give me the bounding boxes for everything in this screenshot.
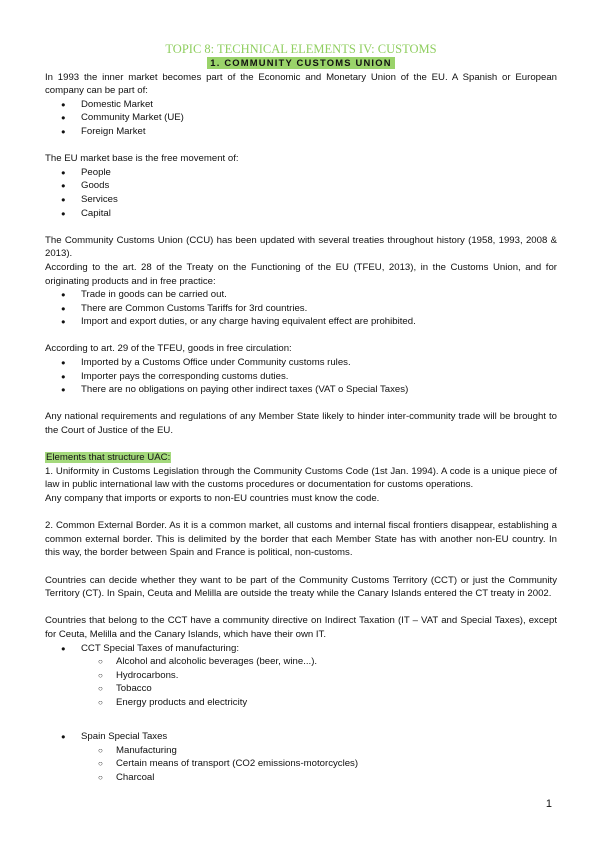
cct-paragraph: Countries that belong to the CCT have a community directive on Indirect Taxation (IT – VAT and Special Taxes), except for Ceuta, Melilla and the Canary Islands, which have their own IT. [45,615,557,640]
sub-list-item: ○ Tobacco [45,682,557,696]
art29-intro: According to art. 29 of the TFEU, goods in free circulation: [45,343,292,355]
cct-special-list [45,642,557,656]
free-movement-list [45,166,557,220]
ccu-paragraph: The Community Customs Union (CCU) has been updated with several treaties throughout history (1958, 1993, 2008 & 2013). [45,234,557,260]
sub-list-item: ○ Charcoal [45,771,557,785]
list-item: ● There are Common Customs Tariffs for 3rd countries. [45,302,557,316]
free-movement-intro: The EU market base is the free movement of: [45,153,239,165]
list-item: ● Spain Special Taxes [45,730,557,744]
sub-list-item: ○ Manufacturing [45,744,557,758]
page-number: 1 [545,798,552,810]
section-heading: 1. COMMUNITY CUSTOMS UNION [207,57,394,69]
art29-list [45,356,557,397]
document-page [45,42,557,784]
spain-special-sublist [45,744,557,785]
list-item: ● Imported by a Customs Office under Community customs rules. [45,356,557,370]
market-list [45,98,557,139]
list-item: ● Import and export duties, or any charge having equivalent effect are prohibited. [45,315,557,329]
list-item: ● Services [45,193,557,207]
list-item: ● Trade in goods can be carried out. [45,288,557,302]
sub-list-item: ○ Hydrocarbons. [45,669,557,683]
topic-title: TOPIC 8: TECHNICAL ELEMENTS IV: CUSTOMS [165,42,437,56]
elements-heading: Elements that structure UAC: [46,452,171,464]
sub-list-item: ○ Energy products and electricity [45,696,557,710]
list-item: ● Importer pays the corresponding customs duties. [45,370,557,384]
list-item: ● Capital [45,207,557,221]
sub-list-item: ○ Certain means of transport (CO2 emissions-motorcycles) [45,757,557,771]
art28-list [45,288,557,329]
national-requirements-paragraph: Any national requirements and regulations of any Member State likely to hinder inter-community trade will be brought to the Court of Justice of the EU. [45,411,557,437]
countries-paragraph: Countries can decide whether they want to be part of the Community Customs Territory (CCT) or just the Community Territory (CT). In Spain, Ceuta and Melilla are outside the treaty while the Canary Islands entered the CT treaty in 2002. [45,574,557,600]
intro-paragraph: In 1993 the inner market becomes part of the Economic and Monetary Union of the EU. A Spanish or European company can be part of: [45,71,557,97]
list-item: ● CCT Special Taxes of manufacturing: [45,642,557,656]
uniformity-paragraph: 1. Uniformity in Customs Legislation through the Community Customs Code (1st Jan. 1994). A code is a unique piece of law in public international law with the customs procedures or documentation for customs operations. [45,465,557,491]
list-item: ● Goods [45,179,557,193]
list-item: ● Domestic Market [45,98,557,112]
spain-special-list [45,730,557,744]
list-item: ● People [45,166,557,180]
list-item: ● There are no obligations on paying other indirect taxes (VAT o Special Taxes) [45,383,557,397]
art28-intro: According to the art. 28 of the Treaty on the Functioning of the EU (TFEU, 2013), in the Customs Union, and for originating products and in free practice: [45,261,557,287]
border-paragraph: 2. Common External Border. As it is a common market, all customs and internal fiscal frontiers disappear, establishing a common external border. This is delimited by the border that each Member State has with another non-EU country. In this way, the border between Spain and France is political, non-customs. [45,520,557,559]
list-item: ● Community Market (UE) [45,111,557,125]
sub-list-item: ○ Alcohol and alcoholic beverages (beer, wine...). [45,655,557,669]
uniformity-paragraph-2: Any company that imports or exports to non-EU countries must know the code. [45,493,380,504]
cct-special-sublist [45,655,557,709]
list-item: ● Foreign Market [45,125,557,139]
